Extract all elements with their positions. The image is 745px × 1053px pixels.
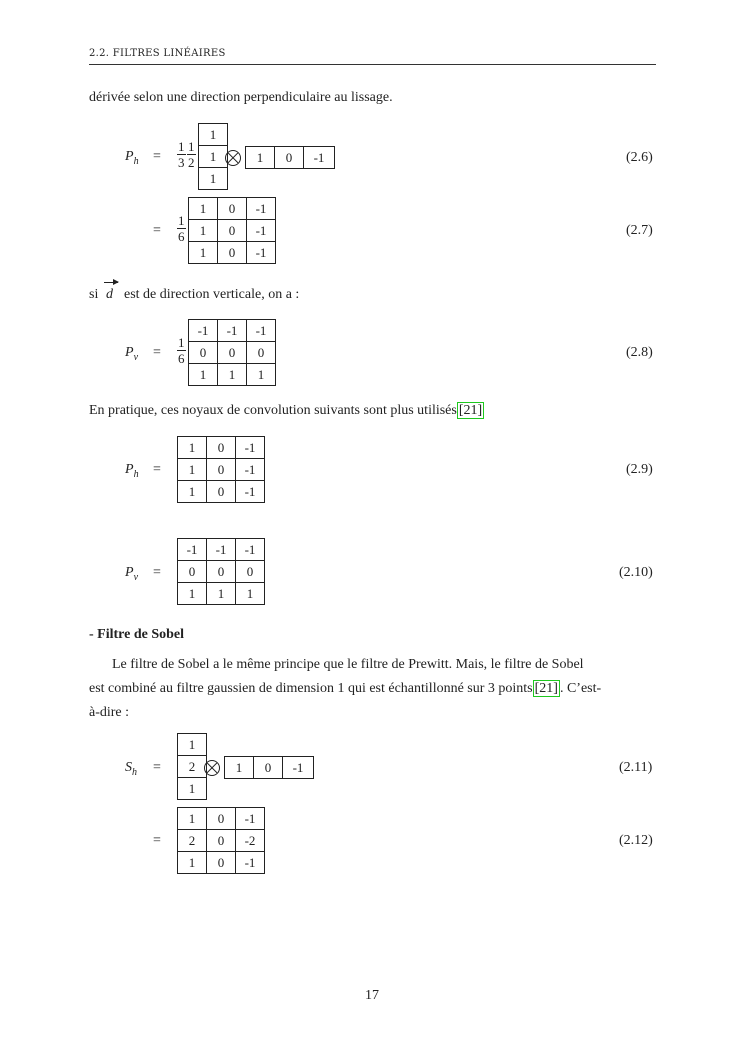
sentence-vertical-post: est de direction verticale, on a : xyxy=(124,287,300,302)
paragraph-sobel-line-3: à-dire : xyxy=(89,705,130,720)
matrix-cell: 1 xyxy=(189,198,218,220)
citation-link[interactable]: [21] xyxy=(458,403,483,418)
matrix-cell: -1 xyxy=(189,320,218,342)
eq-2-10-equals: = xyxy=(153,565,161,580)
matrix-cell: 1 xyxy=(247,364,276,386)
eq-2-7-fraction: $\frac{1}{6}$ xyxy=(178,213,185,244)
matrix-cell: 1 xyxy=(236,583,265,605)
eq-2-10-number: (2.10) xyxy=(619,565,653,580)
eq-2-8-equals: = xyxy=(153,345,161,360)
otimes-icon xyxy=(225,150,241,166)
eq-2-6-fraction-third: $\frac{1}{3}$ xyxy=(178,139,185,170)
eq-2-10-lhs: $P_v$ xyxy=(125,565,139,583)
section-title-sobel: - Filtre de Sobel xyxy=(89,627,185,642)
matrix-cell: 1 xyxy=(178,852,207,874)
matrix-cell: 1 xyxy=(178,459,207,481)
matrix-cell: -1 xyxy=(207,539,236,561)
eq-2-7-equals: = xyxy=(153,223,161,238)
matrix-cell: 1 xyxy=(189,364,218,386)
matrix-cell: 1 xyxy=(178,481,207,503)
eq-2-7-matrix xyxy=(188,197,276,264)
eq-2-7-number: (2.7) xyxy=(626,223,653,238)
sentence-vertical-pre: si xyxy=(89,287,99,302)
matrix-cell: 1 xyxy=(199,168,228,190)
matrix-cell: -1 xyxy=(247,320,276,342)
eq-2-9-lhs: $P_h$ xyxy=(125,462,139,480)
eq-2-12-number: (2.12) xyxy=(619,833,653,848)
eq-2-6-number: (2.6) xyxy=(626,150,653,165)
matrix-cell: 0 xyxy=(178,561,207,583)
eq-2-6-fraction-half: $\frac{1}{2}$ xyxy=(188,139,195,170)
eq-2-6-lhs: $P_h$ xyxy=(125,149,139,167)
matrix-cell: 0 xyxy=(207,830,236,852)
matrix-cell: -1 xyxy=(283,757,314,779)
matrix-cell: -1 xyxy=(236,437,265,459)
eq-2-12-equals: = xyxy=(153,833,161,848)
matrix-cell: -1 xyxy=(236,459,265,481)
paragraph-intro: dérivée selon une direction perpendiculaire au lissage. xyxy=(89,90,393,105)
paragraph-sobel-line-2: est combiné au filtre gaussien de dimension 1 qui est échantillonné sur 3 points [21] . C’est- xyxy=(89,681,602,696)
matrix-cell: 1 xyxy=(178,778,207,800)
paragraph-sobel-line-1: Le filtre de Sobel a le même principe que le filtre de Prewitt. Mais, le filtre de Sobel xyxy=(112,657,584,672)
matrix-cell: 1 xyxy=(225,757,254,779)
running-header: 2.2. FILTRES LINÉAIRES xyxy=(89,48,226,59)
matrix-cell: 0 xyxy=(254,757,283,779)
eq-2-11-row-vector xyxy=(224,756,314,779)
matrix-cell: 2 xyxy=(178,830,207,852)
matrix-cell: -1 xyxy=(247,220,276,242)
matrix-cell: 0 xyxy=(218,220,247,242)
eq-2-8-matrix xyxy=(188,319,276,386)
eq-2-9-matrix xyxy=(177,436,265,503)
matrix-cell: -1 xyxy=(247,198,276,220)
eq-2-8-lhs: $P_v$ xyxy=(125,345,139,363)
matrix-cell: -2 xyxy=(236,830,265,852)
eq-2-9-equals: = xyxy=(153,462,161,477)
citation-link[interactable]: [21] xyxy=(534,681,558,696)
matrix-cell: 1 xyxy=(199,146,228,168)
eq-2-12-matrix xyxy=(177,807,265,874)
matrix-cell: 0 xyxy=(236,561,265,583)
matrix-cell: 1 xyxy=(207,583,236,605)
matrix-cell: 0 xyxy=(189,342,218,364)
matrix-cell: 0 xyxy=(218,198,247,220)
matrix-cell: 0 xyxy=(207,437,236,459)
matrix-cell: 2 xyxy=(178,756,207,778)
matrix-cell: 0 xyxy=(207,459,236,481)
matrix-cell: 0 xyxy=(218,242,247,264)
matrix-cell: -1 xyxy=(236,852,265,874)
eq-2-6-row-vector xyxy=(245,146,335,169)
matrix-cell: 1 xyxy=(178,734,207,756)
eq-2-8-number: (2.8) xyxy=(626,345,653,360)
matrix-cell: 0 xyxy=(275,147,304,169)
matrix-cell: 0 xyxy=(247,342,276,364)
paragraph-practice: En pratique, ces noyaux de convolution suivants sont plus utilisés [21] xyxy=(89,403,483,418)
matrix-cell: 1 xyxy=(218,364,247,386)
eq-2-11-number: (2.11) xyxy=(619,760,653,775)
matrix-cell: 1 xyxy=(178,437,207,459)
eq-2-11-lhs: $S_h$ xyxy=(125,760,137,778)
header-rule xyxy=(89,64,656,65)
matrix-cell: 1 xyxy=(189,242,218,264)
matrix-cell: 1 xyxy=(199,124,228,146)
matrix-cell: 0 xyxy=(207,808,236,830)
matrix-cell: -1 xyxy=(236,808,265,830)
otimes-icon xyxy=(204,760,220,776)
eq-2-9-number: (2.9) xyxy=(626,462,653,477)
matrix-cell: 1 xyxy=(189,220,218,242)
matrix-cell: 1 xyxy=(178,583,207,605)
matrix-cell: -1 xyxy=(218,320,247,342)
matrix-cell: 0 xyxy=(207,561,236,583)
eq-2-6-equals: = xyxy=(153,149,161,164)
matrix-cell: 0 xyxy=(218,342,247,364)
matrix-cell: 1 xyxy=(178,808,207,830)
eq-2-11-equals: = xyxy=(153,760,161,775)
matrix-cell: -1 xyxy=(304,147,335,169)
eq-2-10-matrix xyxy=(177,538,265,605)
matrix-cell: -1 xyxy=(178,539,207,561)
matrix-cell: -1 xyxy=(236,539,265,561)
page-number: 17 xyxy=(365,988,379,1003)
eq-2-6-column-vector xyxy=(198,123,228,190)
matrix-cell: -1 xyxy=(247,242,276,264)
matrix-cell: -1 xyxy=(236,481,265,503)
matrix-cell: 0 xyxy=(207,852,236,874)
eq-2-11-column-vector xyxy=(177,733,207,800)
vector-arrow-icon xyxy=(104,282,118,283)
vector-d: d xyxy=(106,287,113,302)
matrix-cell: 1 xyxy=(246,147,275,169)
matrix-cell: 0 xyxy=(207,481,236,503)
eq-2-8-fraction: $\frac{1}{6}$ xyxy=(178,335,185,366)
